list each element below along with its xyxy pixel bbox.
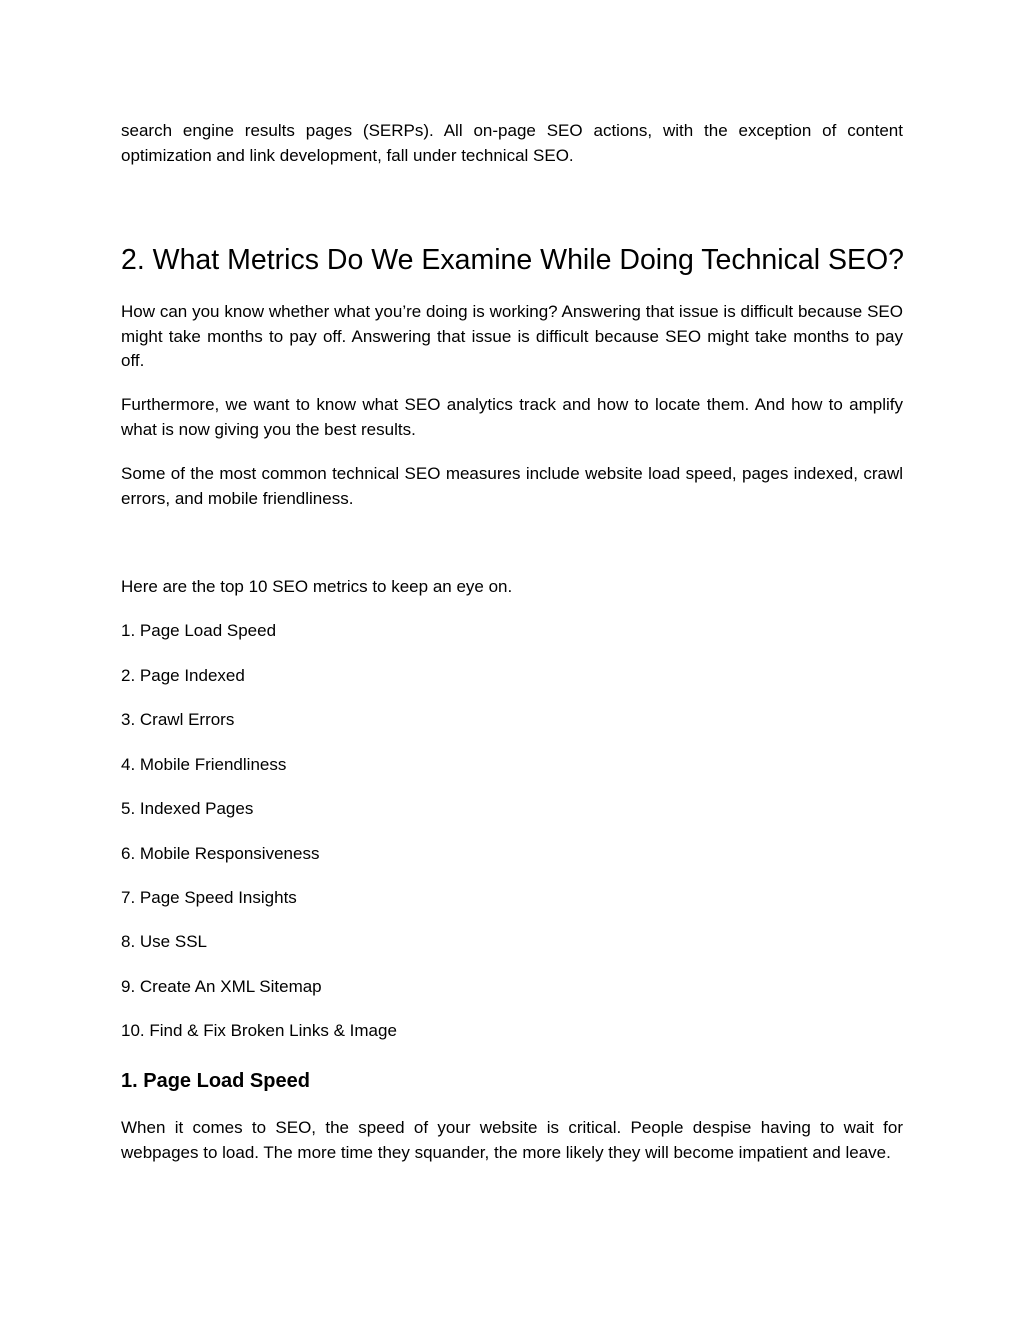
list-item: 3. Crawl Errors xyxy=(121,710,235,729)
subsection-heading-page-load-speed: 1. Page Load Speed xyxy=(121,1070,310,1092)
list-intro: Here are the top 10 SEO metrics to keep an eye on. xyxy=(121,577,513,596)
list-item: 5. Indexed Pages xyxy=(121,799,254,818)
list-item: 2. Page Indexed xyxy=(121,666,245,685)
paragraph-common-measures: Some of the most common technical SEO measures include website load speed, pages indexed, crawl errors, and mobile friendliness. xyxy=(121,464,903,508)
list-item: 4. Mobile Friendliness xyxy=(121,755,287,774)
section-heading-metrics: 2. What Metrics Do We Examine While Doing Technical SEO? xyxy=(121,244,904,276)
list-item: 7. Page Speed Insights xyxy=(121,888,297,907)
list-item: 8. Use SSL xyxy=(121,932,207,951)
paragraph-analytics: Furthermore, we want to know what SEO analytics track and how to locate them. And how to amplify what is now giving you the best results. xyxy=(121,395,903,439)
list-item: 9. Create An XML Sitemap xyxy=(121,977,322,996)
paragraph-measuring: How can you know whether what you’re doing is working? Answering that issue is difficult because SEO might take months to pay off. Answering that issue is difficult because SEO might take months to pay off. xyxy=(121,302,903,370)
list-item: 6. Mobile Responsiveness xyxy=(121,844,320,863)
intro-paragraph: search engine results pages (SERPs). All on-page SEO actions, with the exception of content optimization and link development, fall under technical SEO. xyxy=(121,121,903,165)
list-item: 1. Page Load Speed xyxy=(121,621,277,640)
list-item: 10. Find & Fix Broken Links & Image xyxy=(121,1021,397,1040)
paragraph-page-load-speed: When it comes to SEO, the speed of your website is critical. People despise having to wait for webpages to load. The more time they squander, the more likely they will become impatient and leave. xyxy=(121,1118,903,1162)
